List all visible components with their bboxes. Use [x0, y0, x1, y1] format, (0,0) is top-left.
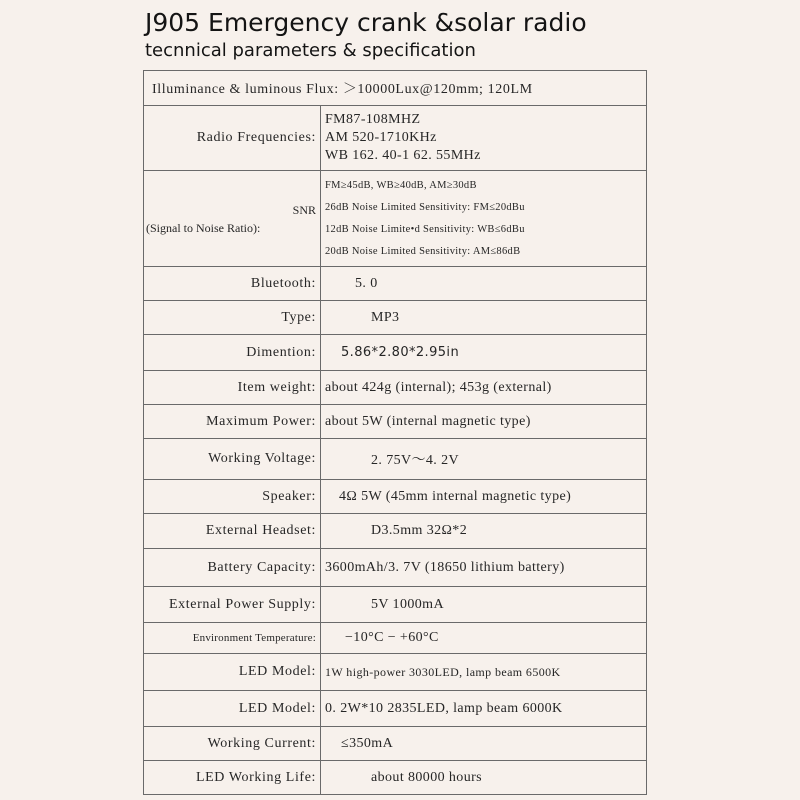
spec-value: 5V 1000mA	[321, 587, 647, 623]
spec-value: 5. 0	[321, 267, 647, 301]
spec-value: 4Ω 5W (45mm internal magnetic type)	[321, 480, 647, 514]
table-row	[144, 371, 647, 405]
snr-line: 20dB Noise Limited Sensitivity: AM≤86dB	[325, 245, 521, 257]
spec-label: Type:	[144, 301, 321, 335]
spec-value: −10°C − +60°C	[321, 623, 647, 654]
spec-label: Working Current:	[144, 727, 321, 761]
table-row	[144, 267, 647, 301]
snr-label	[144, 171, 321, 267]
snr-line: 12dB Noise Limite•d Sensitivity: WB≤6dBu	[325, 223, 525, 235]
table-row	[144, 439, 647, 480]
spec-value: 0. 2W*10 2835LED, lamp beam 6000K	[321, 691, 647, 727]
radio-frequencies-value	[321, 106, 647, 171]
spec-label: Bluetooth:	[144, 267, 321, 301]
table-row	[144, 71, 647, 106]
table-row	[144, 480, 647, 514]
table-row	[144, 106, 647, 171]
illuminance-cell: Illuminance & luminous Flux: ＞10000Lux@120mm; 120LM	[144, 71, 647, 106]
table-row	[144, 761, 647, 795]
radio-frequencies-label: Radio Frequencies:	[144, 106, 321, 171]
spec-label: Battery Capacity:	[144, 549, 321, 587]
radio-frequency-line: AM 520-1710KHz	[325, 130, 437, 145]
table-row	[144, 335, 647, 371]
table-row	[144, 727, 647, 761]
spec-table	[143, 70, 647, 795]
spec-value: about 5W (internal magnetic type)	[321, 405, 647, 439]
spec-value: D3.5mm 32Ω*2	[321, 514, 647, 549]
spec-value: about 80000 hours	[321, 761, 647, 795]
spec-label: LED Model:	[144, 654, 321, 691]
spec-value: 1W high-power 3030LED, lamp beam 6500K	[321, 654, 647, 691]
document-subtitle: tecnnical parameters & specification	[145, 40, 476, 61]
spec-value: MP3	[321, 301, 647, 335]
spec-label: Dimention:	[144, 335, 321, 371]
spec-label: External Headset:	[144, 514, 321, 549]
table-row	[144, 549, 647, 587]
spec-label: LED Model:	[144, 691, 321, 727]
spec-label: External Power Supply:	[144, 587, 321, 623]
spec-value: 3600mAh/3. 7V (18650 lithium battery)	[321, 549, 647, 587]
table-row	[144, 301, 647, 335]
spec-label: Speaker:	[144, 480, 321, 514]
spec-value: 2. 75V～4. 2V	[321, 439, 647, 480]
table-row	[144, 514, 647, 549]
radio-frequency-line: WB 162. 40-1 62. 55MHz	[325, 148, 481, 163]
snr-label-line1: SNR	[292, 202, 316, 217]
spec-label: Item weight:	[144, 371, 321, 405]
spec-label: LED Working Life:	[144, 761, 321, 795]
table-row	[144, 405, 647, 439]
document-title: J905 Emergency crank &solar radio	[145, 8, 587, 37]
spec-value: 5.86*2.80*2.95in	[321, 335, 647, 371]
table-row	[144, 587, 647, 623]
snr-line: 26dB Noise Limited Sensitivity: FM≤20dBu	[325, 201, 525, 213]
snr-line: FM≥45dB, WB≥40dB, AM≥30dB	[325, 179, 477, 191]
radio-frequency-line: FM87-108MHZ	[325, 112, 421, 127]
table-row	[144, 623, 647, 654]
spec-label: Environment Temperature:	[144, 623, 321, 654]
table-row	[144, 691, 647, 727]
spec-value: about 424g (internal); 453g (external)	[321, 371, 647, 405]
spec-label: Maximum Power:	[144, 405, 321, 439]
snr-label-line2: (Signal to Noise Ratio):	[146, 220, 261, 235]
spec-label: Working Voltage:	[144, 439, 321, 480]
snr-value	[321, 171, 647, 267]
spec-value: ≤350mA	[321, 727, 647, 761]
table-row	[144, 654, 647, 691]
table-row	[144, 171, 647, 267]
